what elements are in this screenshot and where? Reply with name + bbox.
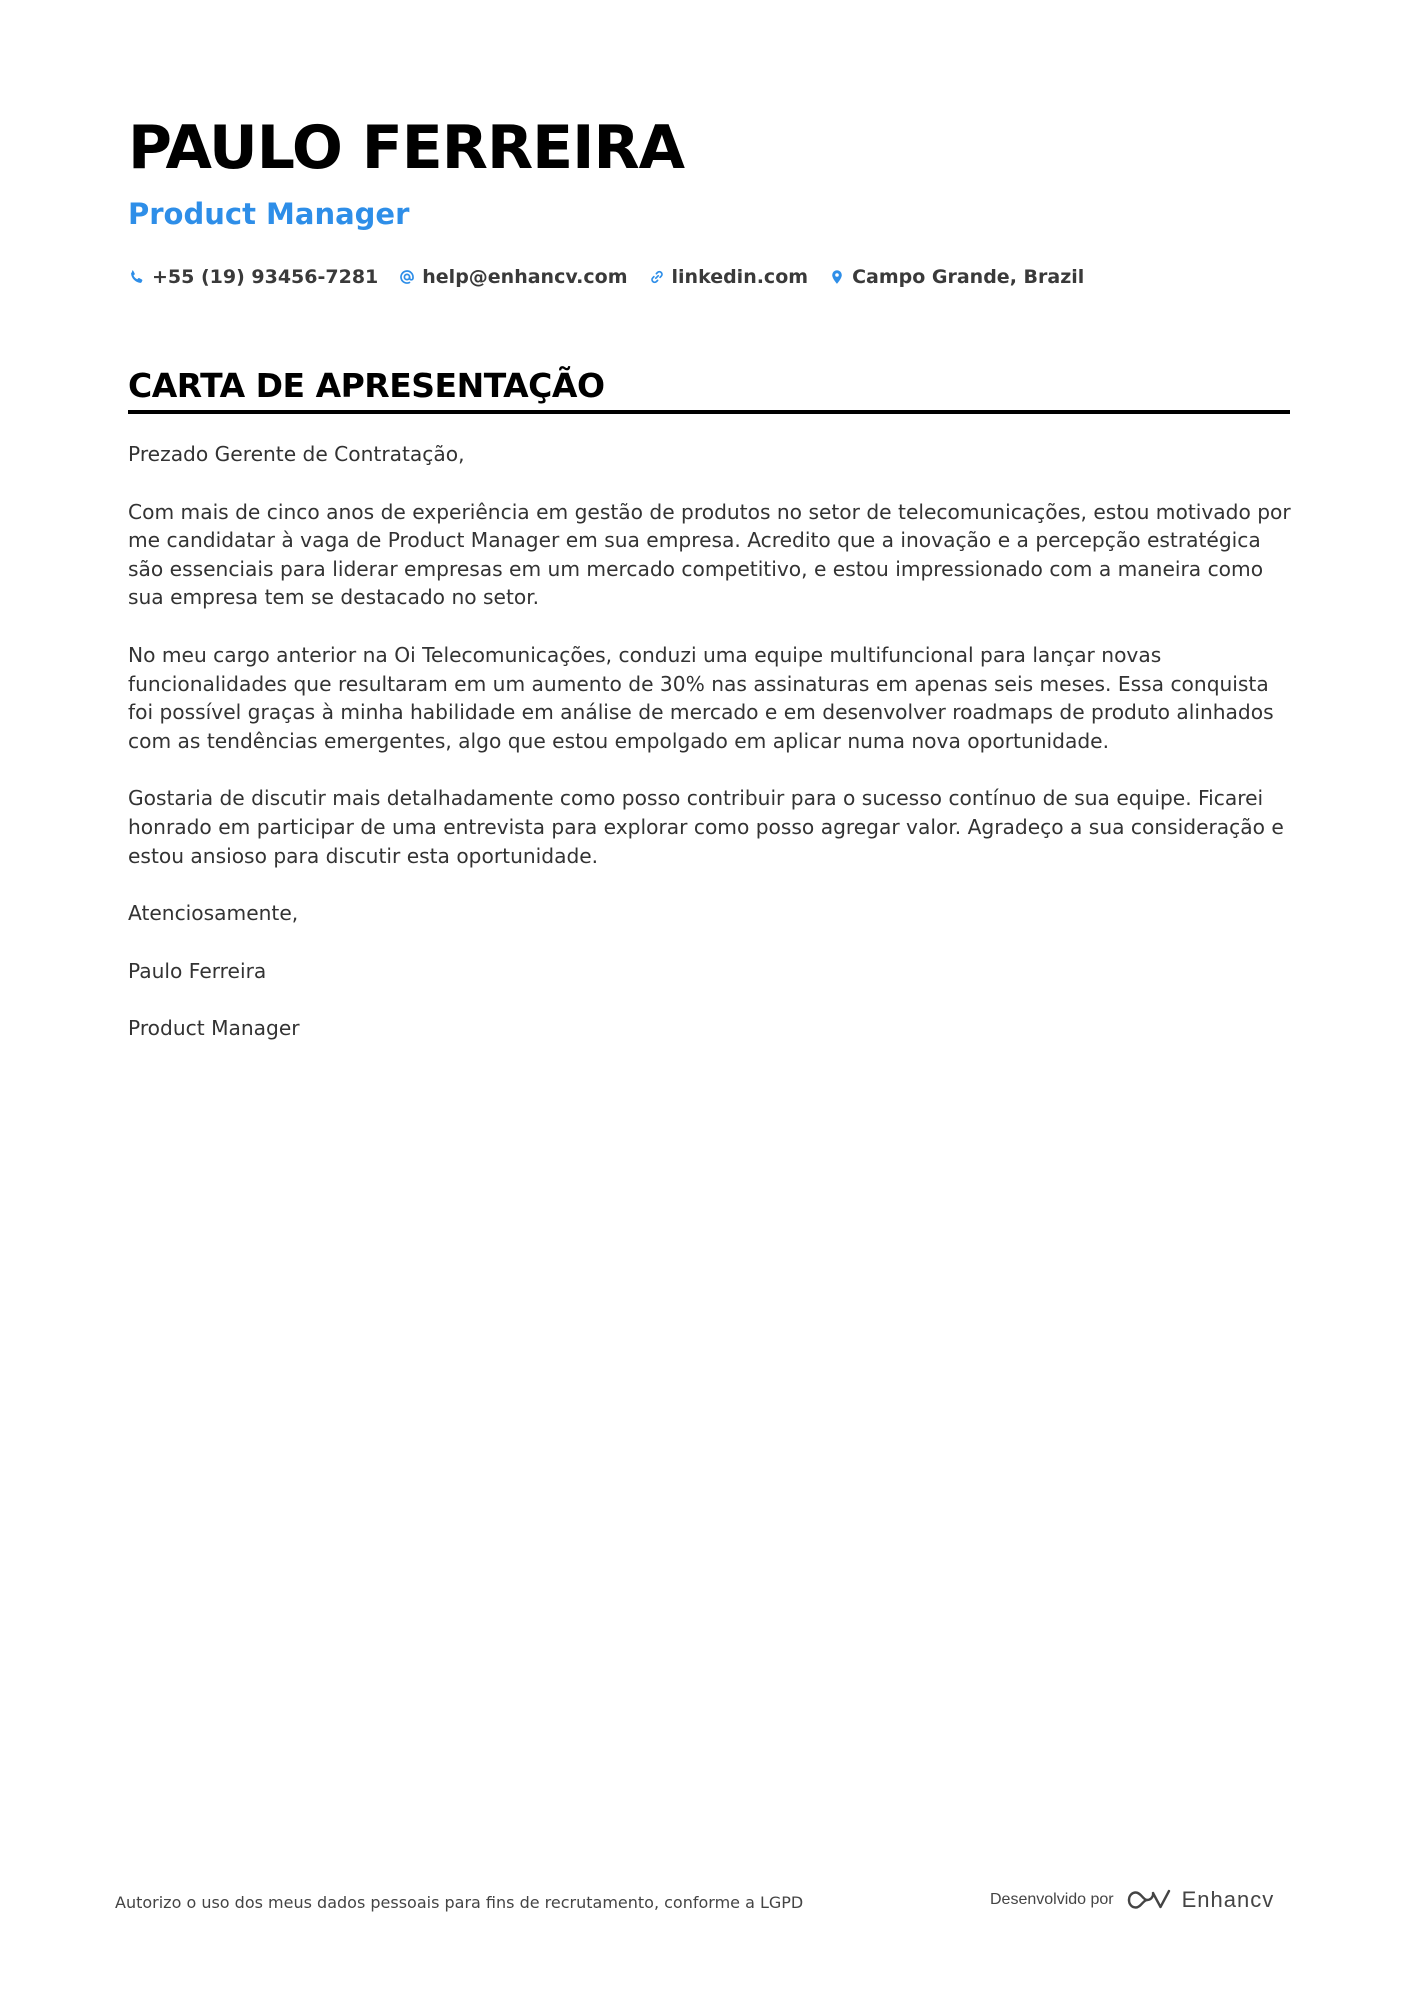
powered-by-label: Desenvolvido por [990, 1891, 1114, 1908]
brand-name: Enhancv [1181, 1887, 1275, 1912]
contact-linkedin[interactable] [648, 266, 809, 288]
powered-by[interactable] [990, 1880, 1274, 1920]
link-icon [648, 268, 666, 286]
letter-body [128, 440, 1298, 1072]
section-title: CARTA DE APRESENTAÇÃO [128, 366, 605, 405]
enhancv-logo-icon [1126, 1887, 1172, 1913]
contact-email-text: help@enhancv.com [422, 266, 628, 288]
letter-greeting: Prezado Gerente de Contratação, [128, 442, 465, 466]
contact-location-text: Campo Grande, Brazil [852, 266, 1085, 288]
contact-email[interactable] [398, 266, 627, 288]
contact-linkedin-text: linkedin.com [671, 266, 809, 288]
signature-name: Paulo Ferreira [128, 958, 267, 983]
candidate-name: PAULO FERREIRA [128, 113, 685, 183]
header [128, 108, 1290, 292]
contact-location [828, 266, 1084, 288]
at-icon [398, 268, 416, 286]
contact-phone-text: +55 (19) 93456-7281 [152, 266, 379, 288]
letter-closing: Atenciosamente, [128, 901, 299, 926]
phone-icon [128, 268, 146, 286]
letter-paragraph: No meu cargo anterior na Oi Telecomunicações, conduzi uma equipe multifuncional para lançar novas funcionalidades que resultaram em um aumento de 30% nas assinaturas em apenas seis meses. Essa conquista foi possível graças à minha habilidade em análise de mercado e em desenvolver roadmaps de produto alinhados com as tendências emergentes, algo que estou empolgado em aplicar numa nova oportunidade. [128, 642, 1274, 753]
letter-paragraph: Com mais de cinco anos de experiência em gestão de produtos no setor de telecomunicações, estou motivado por me candidatar à vaga de Product Manager em sua empresa. Acredito que a inovação e a percepção estratégica são essenciais para liderar empresas em um mercado competitivo, e estou impressionado com a maneira como sua empresa tem se destacado no setor. [128, 499, 1291, 610]
letter-paragraph: Gostaria de discutir mais detalhadamente como posso contribuir para o sucesso contínuo de sua equipe. Ficarei honrado em participar de uma entrevista para explorar como posso agregar valor. Agradeço a sua consideração e estou ansioso para discutir esta oportunidade. [128, 786, 1284, 868]
signature-title: Product Manager [128, 1016, 300, 1041]
consent-note: Autorizo o uso dos meus dados pessoais para fins de recrutamento, conforme a LGPD [115, 1893, 804, 1912]
contact-phone [128, 266, 378, 288]
section-divider [128, 410, 1290, 414]
candidate-role: Product Manager [128, 197, 410, 231]
location-pin-icon [828, 268, 846, 286]
contact-bar [128, 262, 1290, 292]
